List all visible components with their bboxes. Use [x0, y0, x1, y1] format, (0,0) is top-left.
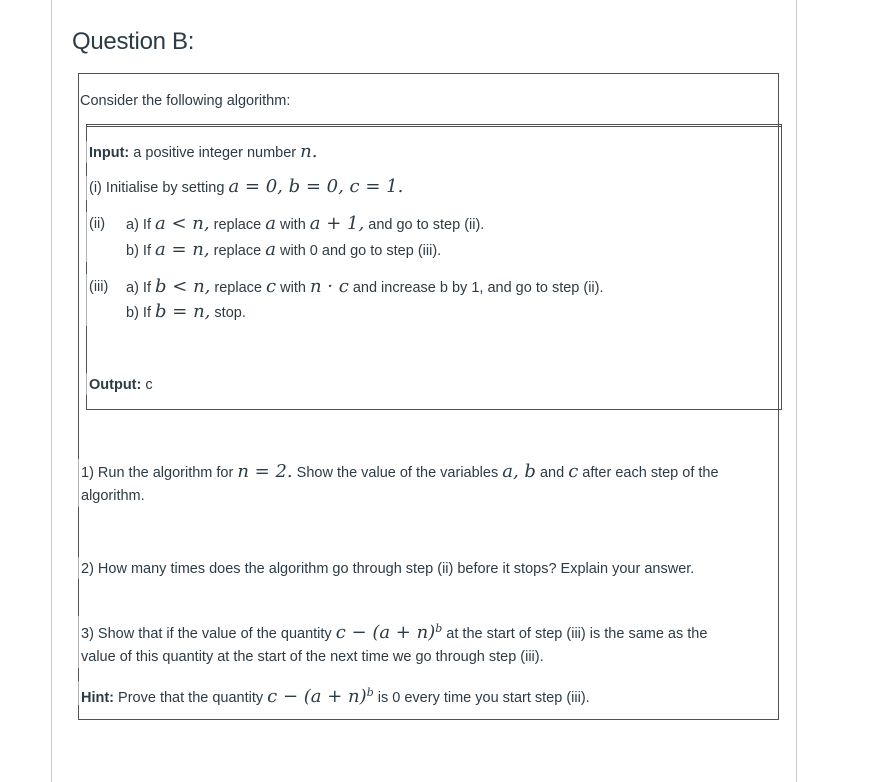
- step-iii-a-var: c: [266, 276, 277, 297]
- step-ii-label: (ii): [89, 216, 106, 232]
- step-ii-a-expr: a + 1,: [309, 213, 365, 234]
- hint-math: c − (a + n): [267, 685, 367, 707]
- step-iii-label: (iii): [89, 279, 109, 295]
- step-ii-b-condition: a = n,: [155, 239, 210, 260]
- q1-mid: Show the value of the variables: [292, 465, 503, 481]
- q3-bar: [78, 616, 79, 668]
- step-iii-a-line: [126, 277, 604, 298]
- q3-exponent: b: [435, 622, 443, 635]
- step-iii-b-end: stop.: [210, 305, 246, 321]
- q1-vars: a, b: [502, 461, 536, 482]
- step-ii-b-prefix: b) If: [126, 243, 156, 259]
- step-iii-a-prefix: a) If: [126, 280, 156, 296]
- hint-bar: [78, 681, 79, 705]
- step-ii-b-line: [126, 240, 441, 261]
- step-ii-b-var: a: [265, 239, 276, 260]
- step-iii-a-with: with: [276, 280, 310, 296]
- input-variable: n.: [300, 141, 318, 162]
- input-line: [89, 142, 317, 163]
- step-i-bar: [86, 176, 87, 200]
- output-line: [89, 375, 153, 395]
- left-page-border: [51, 0, 52, 782]
- output-label: Output:: [89, 377, 142, 393]
- page-title: Question B:: [72, 28, 195, 55]
- step-i-math: a = 0, b = 0, c = 1.: [228, 176, 404, 197]
- hint-end: is 0 every time you start step (iii).: [373, 689, 590, 706]
- hint-prefix: Prove that the quantity: [114, 689, 268, 706]
- q3-math: c − (a + n): [335, 621, 436, 643]
- step-ii-b-mid: replace: [209, 243, 266, 259]
- step-iii-b-condition: b = n,: [155, 301, 211, 322]
- question-1-line-2: algorithm.: [81, 488, 145, 504]
- output-text: c: [141, 377, 153, 393]
- hint-label: Hint:: [81, 689, 115, 706]
- algorithm-box: [86, 124, 782, 410]
- step-ii-a-end: and go to step (ii).: [364, 217, 485, 233]
- hint-exponent: b: [366, 686, 374, 699]
- question-3-line-1: [81, 619, 707, 644]
- step-i-label: (i): [89, 180, 102, 196]
- step-ii-a-line: [126, 214, 484, 235]
- q1-prefix: 1) Run the algorithm for: [81, 465, 238, 481]
- step-iii-a-expr: n · c: [309, 276, 349, 297]
- input-text: a positive integer number: [129, 145, 301, 161]
- q1-math: n = 2.: [237, 461, 293, 482]
- step-ii-bar: [86, 212, 87, 262]
- step-iii-b-line: [126, 302, 246, 323]
- step-iii-b-prefix: b) If: [126, 305, 156, 321]
- step-ii-a-mid: replace: [209, 217, 266, 233]
- q1-var-c: c: [568, 461, 579, 482]
- q1-bar: [78, 459, 79, 507]
- q1-and: and: [535, 465, 569, 481]
- step-iii-a-end: and increase b by 1, and go to step (ii).: [348, 280, 604, 296]
- step-iii-a-mid: replace: [210, 280, 267, 296]
- step-iii-bar: [86, 274, 87, 326]
- right-page-border: [796, 0, 797, 782]
- step-ii-a-var: a: [265, 213, 276, 234]
- question-2: 2) How many times does the algorithm go through step (ii) before it stops? Explain your answer.: [81, 561, 695, 577]
- q2-bar: [78, 557, 79, 579]
- step-ii-a-with: with: [275, 217, 310, 233]
- output-bar: [86, 373, 87, 395]
- input-bar: [86, 141, 87, 163]
- q1-end: after each step of the: [578, 465, 719, 481]
- q3-prefix: 3) Show that if the value of the quantity: [81, 625, 336, 642]
- question-3-line-2: value of this quantity at the start of the next time we go through step (iii).: [81, 649, 544, 665]
- step-i-text: Initialise by setting: [105, 180, 229, 196]
- step-i-line: [89, 177, 403, 198]
- q3-end: at the start of step (iii) is the same as the: [442, 625, 708, 642]
- question-1-line-1: [81, 462, 719, 483]
- step-ii-b-end: with 0 and go to step (iii).: [275, 243, 442, 259]
- step-iii-a-condition: b < n,: [155, 276, 211, 297]
- hint-line: [81, 683, 590, 708]
- step-ii-a-prefix: a) If: [126, 217, 156, 233]
- input-label: Input:: [89, 145, 130, 161]
- step-ii-a-condition: a < n,: [155, 213, 210, 234]
- intro-text: Consider the following algorithm:: [80, 93, 291, 109]
